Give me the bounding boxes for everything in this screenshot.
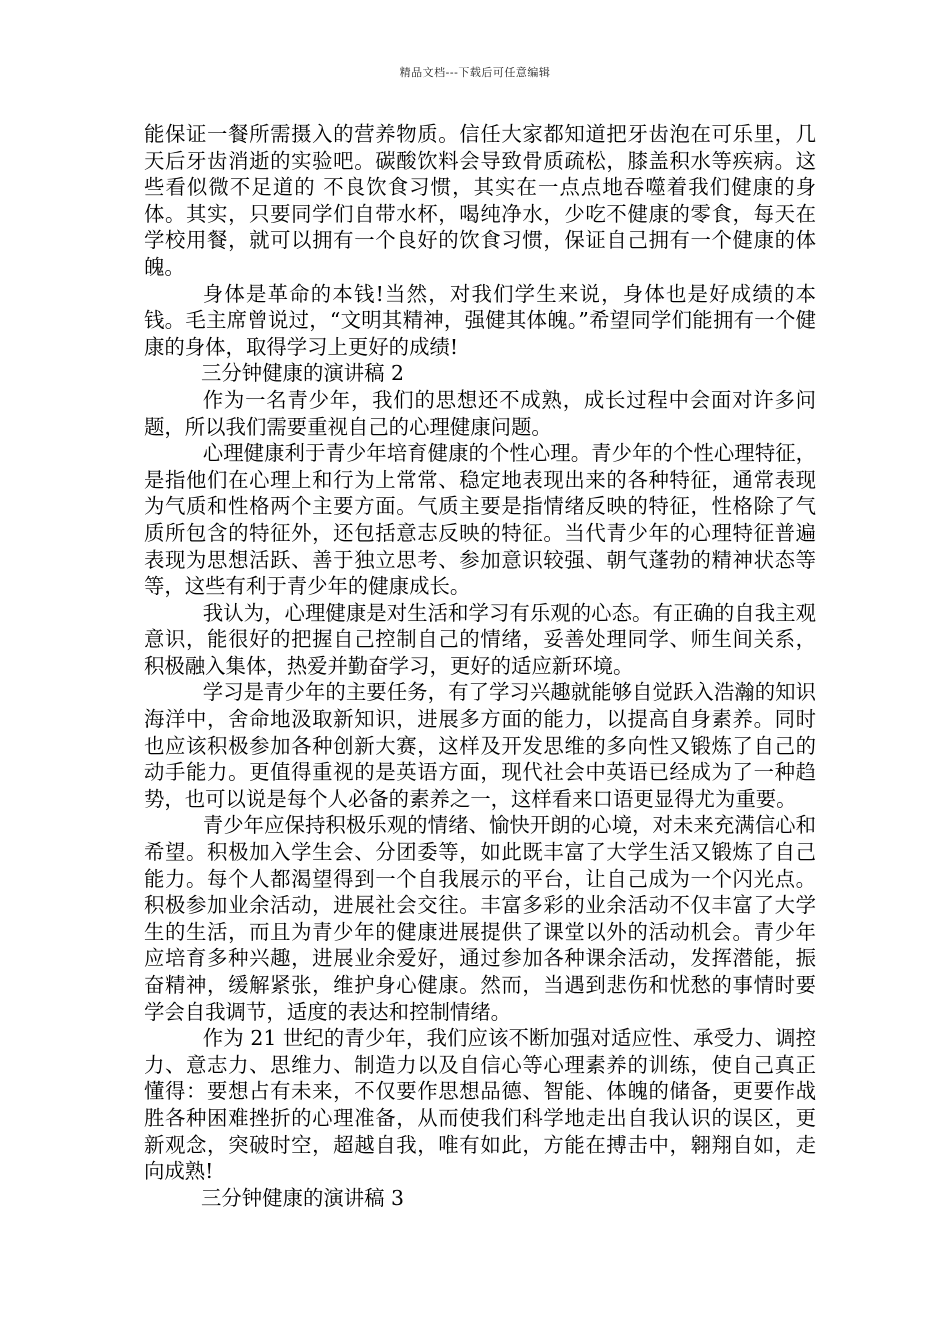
paragraph-21st-century: 作为 21 世纪的青少年，我们应该不断加强对适应性、承受力、调控力、意志力、思维力、制造力以及自信心等心理素养的训练，使自己真正懂得：要想占有未来，不仅要作思想品德、智能、体魄的储备，更要作战胜各种困难挫折的心理准备，从而使我们科学地走出自我认识的误区，更新观念，突破时空，超越自我，唯有如此，方能在搏击中，翱翔自如，走向成熟! [144,1026,816,1184]
paragraph-optimism: 青少年应保持积极乐观的情绪、愉快开朗的心境，对未来充满信心和希望。积极加入学生会、分团委等，如此既丰富了大学生活又锻炼了自己能力。每个人都渴望得到一个自我展示的平台，让自己成为一个闪光点。积极参加业余活动，进展社会交往。丰富多彩的业余活动不仅丰富了大学生的生活，而且为青少年的健康进展提供了课堂以外的活动机会。青少年应培育多种兴趣，进展业余爱好，通过参加各种课余活动，发挥潜能，振奋精神，缓解紧张，维护身心健康。然而，当遇到悲伤和忧愁的事情时要学会自我调节，适度的表达和控制情绪。 [144,813,816,1024]
paragraph-diet-habits: 能保证一餐所需摄入的营养物质。信任大家都知道把牙齿泡在可乐里，几天后牙齿消逝的实验吧。碳酸饮料会导致骨质疏松，膝盖积水等疾病。这些看似微不足道的 不良饮食习惯，其实在一点点地吞噬着我们健康的身体。其实，只要同学们自带水杯，喝纯净水，少吃不健康的零食，每天在学校用餐，就可以拥有一个良好的饮食习惯，保证自己拥有一个健康的体魄。 [144,122,816,279]
paragraph-personality: 心理健康利于青少年培育健康的个性心理。青少年的个性心理特征，是指他们在心理上和行为上常常、稳定地表现出来的各种特征，通常表现为气质和性格两个主要方面。气质主要是指情绪反映的特征，性格除了气质所包含的特征外，还包括意志反映的特征。当代青少年的心理特征普遍表现为思想活跃、善于独立思考、参加意识较强、朝气蓬勃的精神状态等等，这些有利于青少年的健康成长。 [144,441,816,599]
page-header: 精品文档---下载后可任意编辑 [399,66,551,79]
paragraph-body-capital: 身体是革命的本钱!当然，对我们学生来说，身体也是好成绩的本钱。毛主席曾说过，“文明其精神，强健其体魄。”希望同学们能拥有一个健康的身体，取得学习上更好的成绩! [144,281,816,359]
section-heading-speech-3: 三分钟健康的演讲稿 3 [201,1185,404,1210]
paragraph-learning: 学习是青少年的主要任务，有了学习兴趣就能够自觉跃入浩瀚的知识海洋中，舍命地汲取新知识，进展多方面的能力，以提高自身素养。同时也应该积极参加各种创新大赛，这样及开发思维的多向性又锻炼了自己的动手能力。更值得重视的是英语方面，现代社会中英语已经成为了一种趋势，也可以说是每个人必备的素养之一，这样看来口语更显得尤为重要。 [144,680,816,811]
section-heading-speech-2: 三分钟健康的演讲稿 2 [201,361,404,386]
paragraph-youth-intro: 作为一名青少年，我们的思想还不成熟，成长过程中会面对许多问题，所以我们需要重视自己的心理健康问题。 [144,387,816,439]
document-body [144,121,816,1211]
paragraph-mental-health-view: 我认为，心理健康是对生活和学习有乐观的心态。有正确的自我主观意识，能很好的把握自己控制自己的情绪，妥善处理同学、师生间关系，积极融入集体，热爱并勤奋学习，更好的适应新环境。 [144,600,816,678]
